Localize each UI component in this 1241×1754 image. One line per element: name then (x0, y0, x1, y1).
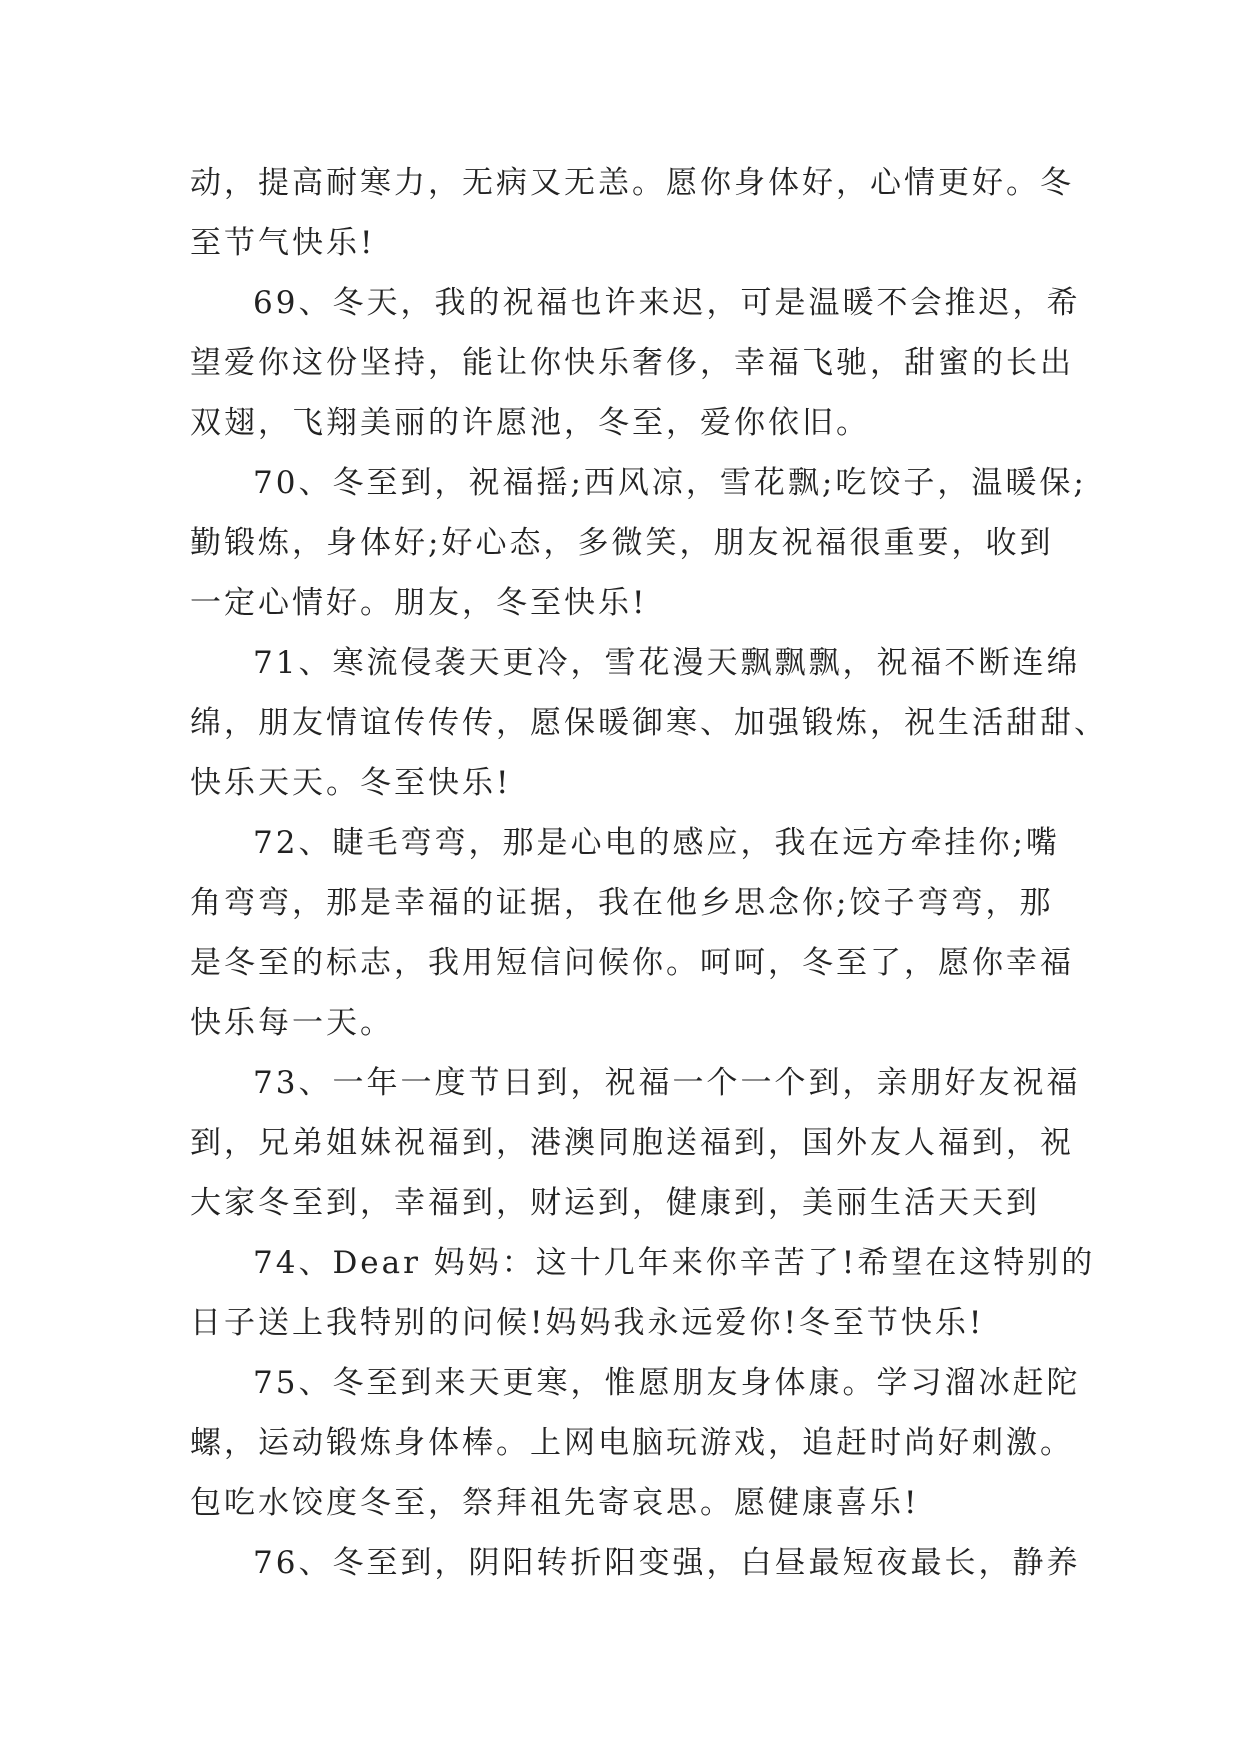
text-line: 一定心情好。朋友，冬至快乐! (190, 585, 648, 621)
text-line: 是冬至的标志，我用短信问候你。呵呵，冬至了，愿你幸福 (190, 945, 1074, 981)
text-line: 日子送上我特别的问候!妈妈我永远爱你!冬至节快乐! (190, 1305, 985, 1341)
text-line: 螺，运动锻炼身体棒。上网电脑玩游戏，追赶时尚好刺激。 (190, 1425, 1074, 1461)
paragraph-72-start: 72、睫毛弯弯，那是心电的感应，我在远方牵挂你;嘴 (253, 825, 1060, 861)
text-line: 双翅，飞翔美丽的许愿池，冬至，爱你依旧。 (190, 405, 870, 441)
text-line: 勤锻炼，身体好;好心态，多微笑，朋友祝福很重要，收到 (190, 525, 1054, 561)
paragraph-73-start: 73、一年一度节日到，祝福一个一个到，亲朋好友祝福 (253, 1065, 1081, 1101)
paragraph-69-start: 69、冬天，我的祝福也许来迟，可是温暖不会推迟，希 (253, 285, 1081, 321)
text-line: 角弯弯，那是幸福的证据，我在他乡思念你;饺子弯弯，那 (190, 885, 1054, 921)
text-line: 绵，朋友情谊传传传，愿保暖御寒、加强锻炼，祝生活甜甜、 (190, 705, 1108, 741)
paragraph-74-start: 74、Dear 妈妈：这十几年来你辛苦了!希望在这特别的 (253, 1245, 1096, 1281)
text-line: 大家冬至到，幸福到，财运到，健康到，美丽生活天天到 (190, 1185, 1040, 1221)
paragraph-76-start: 76、冬至到，阴阳转折阳变强，白昼最短夜最长，静养 (253, 1545, 1081, 1581)
paragraph-70-start: 70、冬至到，祝福摇;西风凉，雪花飘;吃饺子，温暖保; (253, 465, 1087, 501)
text-line: 动，提高耐寒力，无病又无恙。愿你身体好，心情更好。冬 (190, 165, 1074, 201)
paragraph-71-start: 71、寒流侵袭天更冷，雪花漫天飘飘飘，祝福不断连绵 (253, 645, 1081, 681)
document-body (190, 153, 1108, 1593)
text-line: 快乐天天。冬至快乐! (190, 765, 512, 801)
paragraph-75-start: 75、冬至到来天更寒，惟愿朋友身体康。学习溜冰赶陀 (253, 1365, 1081, 1401)
text-line: 至节气快乐! (190, 225, 376, 261)
text-line: 望爱你这份坚持，能让你快乐奢侈，幸福飞驰，甜蜜的长出 (190, 345, 1074, 381)
text-line: 到，兄弟姐妹祝福到，港澳同胞送福到，国外友人福到，祝 (190, 1125, 1074, 1161)
text-line: 快乐每一天。 (190, 1005, 394, 1041)
text-line: 包吃水饺度冬至，祭拜祖先寄哀思。愿健康喜乐! (190, 1485, 920, 1521)
